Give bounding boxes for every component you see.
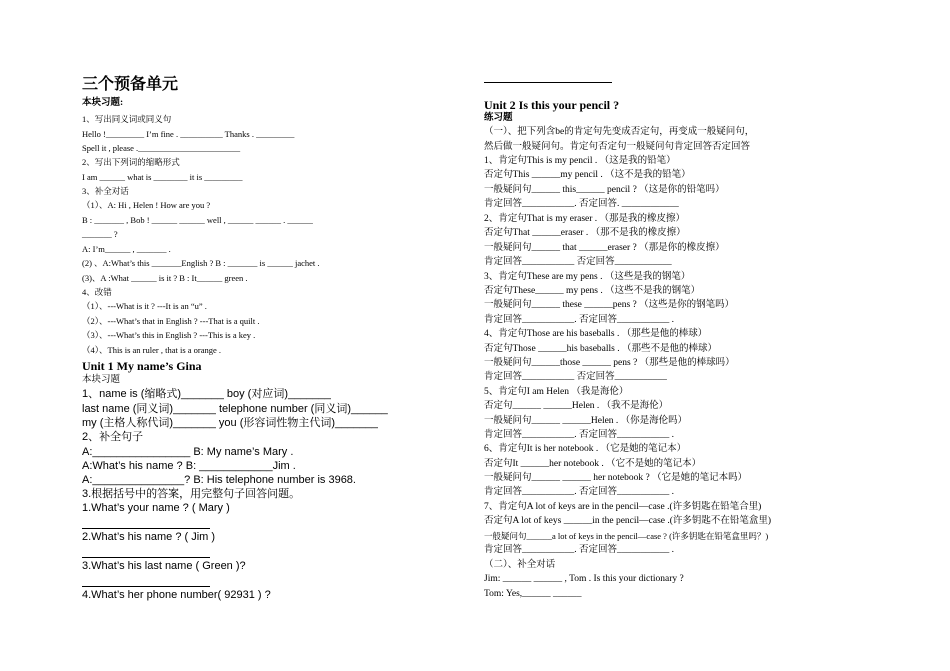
unit1-line: 2.What’s his name ? ( Jim ) [82, 531, 216, 543]
exercise-line: 2、写出下列词的缩略形式 [82, 157, 180, 167]
exercise-line: 2、肯定句That is my eraser . （那是我的橡皮擦） [484, 214, 686, 224]
exercise-line: （3）、---What’s this in English ? ---This is a key . [82, 330, 256, 340]
exercise-line: 否定句This ______my pencil . （这不是我的铅笔） [484, 170, 691, 180]
exercise-line: 肯定回答___________. 否定回答___________ . [484, 315, 675, 325]
exercise-line: _______ ? [82, 229, 118, 239]
answer-line [82, 586, 210, 587]
exercise-line: 5、肯定句I am Helen （我是海伦） [484, 387, 629, 397]
section-heading: 本块习题: [82, 98, 124, 108]
page-title: 三个预备单元 [82, 74, 179, 93]
unit1-line: 1.What’s your name ? ( Mary ) [82, 502, 230, 514]
unit2-title: Unit 2 Is this your pencil ? [484, 98, 620, 112]
unit1-line: A:_______________? B: His telephone number is 3968. [82, 474, 356, 486]
unit1-line: 3.What’s his last name ( Green )? [82, 560, 246, 572]
exercise-line: 否定句It ______her notebook . （它不是她的笔记本） [484, 459, 702, 469]
practice-heading: 练习题 [484, 113, 513, 123]
exercise-line: 否定句______ ______Helen . （我不是海伦） [484, 401, 669, 411]
exercise-line: （1）、A: Hi , Helen ! How are you ? [82, 200, 211, 210]
exercise-line: （一）、把下列含be的肯定句先变成否定句，再变成一般疑问句， [484, 127, 755, 137]
exercise-line: 一般疑问句______ these ______pens ? （这些是你的钢笔吗） [484, 300, 735, 310]
exercise-line: 一般疑问句______ this______ pencil ? （这是你的铅笔吗） [484, 185, 725, 195]
exercise-line: 1、肯定句This is my pencil . （这是我的铅笔） [484, 156, 676, 166]
unit1-line: 3.根据括号中的答案，用完整句子回答问题。 [82, 488, 301, 500]
exercise-line: （二）、补全对话 [484, 560, 556, 570]
exercise-line: 否定句Those ______his baseballs . （那些不是他的棒球） [484, 344, 718, 354]
exercise-line: 一般疑问句______ ______Helen . （你是海伦吗） [484, 416, 688, 426]
exercise-line: Spell it , please .________________________ [82, 143, 241, 153]
exercise-line: 4、肯定句Those are his baseballs . （那些是他的棒球） [484, 329, 708, 339]
exercise-line: （1）、---What is it ? ---It is an “u” . [82, 301, 207, 311]
exercise-line: 3、肯定句These are my pens . （这些是我的钢笔） [484, 272, 691, 282]
exercise-line: Hello !_________ I’m fine . __________ Thanks . _________ [82, 129, 295, 139]
exercise-line: 肯定回答___________. 否定回答___________ . [484, 545, 675, 555]
unit1-title: Unit 1 My name’s Gina [82, 359, 202, 373]
exercise-line: 否定句That ______eraser . （那不是我的橡皮擦） [484, 228, 686, 238]
exercise-line: 肯定回答___________ 否定回答____________ [484, 257, 672, 267]
exercise-line: 否定句A lot of keys ______in the pencil—case .(许多钥匙不在铅笔盒里) [484, 516, 772, 526]
exercise-line: 肯定回答___________. 否定回答. ____________ [484, 199, 679, 209]
exercise-line: 肯定回答___________. 否定回答___________ . [484, 430, 675, 440]
exercise-line: 3、补全对话 [82, 186, 129, 196]
exercise-line: 一般疑问句______ ______ her notebook ? （它是她的笔记本吗） [484, 473, 748, 483]
top-divider-line [484, 82, 612, 83]
answer-line [82, 528, 210, 529]
exercise-line: 肯定回答___________. 否定回答___________ . [484, 487, 675, 497]
exercise-line: I am ______ what is ________ it is _________ [82, 172, 243, 182]
exercise-line: Tom: Yes,______ ______ [484, 589, 582, 599]
exercise-line: （4）、This is an ruler , that is a orange . [82, 345, 222, 355]
answer-line [82, 557, 210, 558]
unit1-line: my (主格人称代词)_______ you (形容词性物主代词)_______ [82, 417, 378, 429]
exercise-line: 4、改错 [82, 287, 112, 297]
exercise-line: Jim: ______ ______ , Tom . Is this your dictionary ? [484, 574, 684, 584]
exercise-line: B : _______ , Bob ! ______ ______ well , ______ ______ . ______ [82, 215, 313, 225]
exercise-line: 一般疑问句______those ______ pens ? （那些是他的棒球吗） [484, 358, 735, 368]
exercise-line: 7、肯定句A lot of keys are in the pencil—case .(许多钥匙在铅笔合里) [484, 502, 762, 512]
exercise-line: 1、写出同义词或同义句 [82, 114, 172, 124]
exercise-line: 然后做一般疑问句。肯定句否定句一般疑问句肯定回答否定回答 [484, 142, 751, 152]
exercise-line: (3)、A :What ______ is it ? B : It______ green . [82, 273, 248, 283]
exercise-line: A: I’m______ , _______ . [82, 244, 171, 254]
unit1-line: last name (同义词)_______ telephone number (同义词)______ [82, 403, 388, 415]
exercise-line: 6、肯定句It is her notebook . （它是她的笔记本） [484, 444, 687, 454]
unit1-heading: 本块习题 [82, 375, 121, 385]
unit1-line: 2、补全句子 [82, 431, 144, 443]
unit1-line: A:What’s his name ? B: ____________Jim . [82, 460, 296, 472]
exercise-line: 肯定回答___________ 否定回答___________ [484, 372, 667, 382]
unit1-line: 4.What’s her phone number( 92931 ) ? [82, 589, 271, 601]
exercise-line: 否定句These______ my pens . （这些不是我的钢笔） [484, 286, 701, 296]
exercise-line: (2) 、A:What’s this _______English ? B : _______ is ______ jachet . [82, 258, 320, 268]
unit1-line: 1、name is (缩略式)_______ boy (对应词)_______ [82, 388, 331, 400]
exercise-line: （2）、---What’s that in English ? ---That is a quilt . [82, 316, 260, 326]
unit1-line: A:________________ B: My name’s Mary . [82, 446, 294, 458]
exercise-line: 一般疑问句______ that ______eraser ? （那是你的橡皮擦） [484, 243, 725, 253]
exercise-line: 一般疑问句______a lot of keys in the pencil—case ? (许多钥匙在铅笔盒里吗？) [484, 531, 769, 541]
